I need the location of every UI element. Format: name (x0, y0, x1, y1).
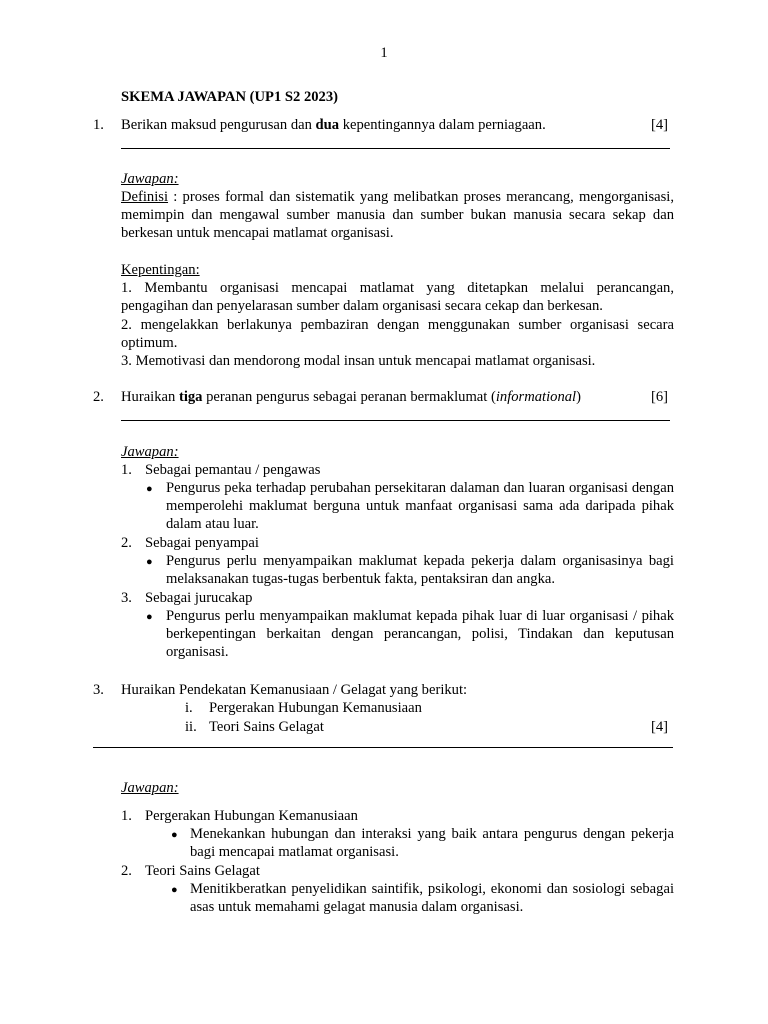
bullet-icon: ● (146, 556, 153, 568)
q2-question: Huraikan tiga peranan pengurus sebagai peranan bermaklumat (informational) (121, 389, 581, 405)
q3-item-2-bullet: Menitikberatkan penyelidikan saintifik, psikologi, ekonomi dan sosiologi sebagai asas untuk memahami gelagat manusia dalam organisasi. (190, 881, 674, 915)
q2-item-1-bullet: Pengurus peka terhadap perubahan persekitaran dalaman dan luaran organisasi dengan memperolehi maklumat berguna untuk manfaat organisasi sama ada daripada pihak dalam atau luar. (166, 480, 674, 532)
q1-number: 1. (93, 117, 104, 133)
q3-item-1-number: 1. (121, 808, 132, 824)
q3-marks: [4] (651, 719, 669, 735)
page-number: 1 (380, 45, 388, 61)
q2-item-3-bullet: Pengurus perlu menyampaikan maklumat kepada pihak luar di luar organisasi / pihak berkepentingan berkaitan dengan perancangan, polisi, Tindakan dan keputusan organisasi. (166, 608, 674, 660)
bullet-icon: ● (146, 611, 153, 623)
q2-item-1-number: 1. (121, 462, 132, 478)
q1-importance-3: 3. Memotivasi dan mendorong modal insan untuk mencapai matlamat organisasi. (121, 353, 596, 369)
q1-answer-label: Jawapan: (121, 171, 179, 187)
q3-item-2-number: 2. (121, 863, 132, 879)
q1-importance-1: 1. Membantu organisasi mencapai matlamat yang ditetapkan melalui perancangan, pengagihan dan penyelarasan sumber dalam organisasi secara cekap dan berkesan. (121, 280, 674, 314)
q2-item-2-title: Sebagai penyampai (145, 535, 259, 551)
q3-item-1-title: Pergerakan Hubungan Kemanusiaan (145, 808, 358, 824)
q1-importance-label: Kepentingan: (121, 262, 200, 278)
q1-importance-2: 2. mengelakkan berlakunya pembaziran dengan menggunakan sumber organisasi secara optimum. (121, 317, 674, 351)
q1-rule (121, 148, 670, 149)
q1-definition: Definisi : proses formal dan sistematik yang melibatkan proses merancang, mengorganisasi, memimpin dan mengawal sumber manusia dan sumber bukan manusia secara sekap dan berkesan untuk mencapai matlamat organisasi. (121, 189, 674, 241)
q3-sub-2-text: Teori Sains Gelagat (209, 719, 324, 735)
bullet-icon: ● (146, 483, 153, 495)
bullet-icon: ● (171, 829, 178, 841)
q2-item-3-number: 3. (121, 590, 132, 606)
q3-number: 3. (93, 682, 104, 698)
q3-item-2-title: Teori Sains Gelagat (145, 863, 260, 879)
q2-item-2-bullet: Pengurus perlu menyampaikan maklumat kepada pekerja dalam organisasinya bagi melaksanakan tugas-tugas berbentuk fakta, pentaksiran dan angka. (166, 553, 674, 587)
q2-item-2-number: 2. (121, 535, 132, 551)
q2-item-1-title: Sebagai pemantau / pengawas (145, 462, 321, 478)
q1-question: Berikan maksud pengurusan dan dua kepentingannya dalam perniagaan. (121, 117, 546, 133)
document-title: SKEMA JAWAPAN (UP1 S2 2023) (121, 89, 339, 105)
q1-marks: [4] (651, 117, 669, 133)
q3-item-1-bullet: Menekankan hubungan dan interaksi yang baik antara pengurus dengan pekerja bagi mencapai matlamat organisasi. (190, 826, 674, 860)
q3-answer-label: Jawapan: (121, 780, 179, 796)
q3-sub-1-text: Pergerakan Hubungan Kemanusiaan (209, 700, 422, 716)
bullet-icon: ● (171, 884, 178, 896)
q3-sub-1-number: i. (185, 700, 193, 716)
q2-item-3-title: Sebagai jurucakap (145, 590, 253, 606)
q2-marks: [6] (651, 389, 669, 405)
q3-question: Huraikan Pendekatan Kemanusiaan / Gelagat yang berikut: (121, 682, 468, 698)
q3-sub-2-number: ii. (185, 719, 197, 735)
q2-rule (121, 420, 670, 421)
q2-number: 2. (93, 389, 104, 405)
q2-answer-label: Jawapan: (121, 444, 179, 460)
q3-rule (93, 747, 673, 748)
